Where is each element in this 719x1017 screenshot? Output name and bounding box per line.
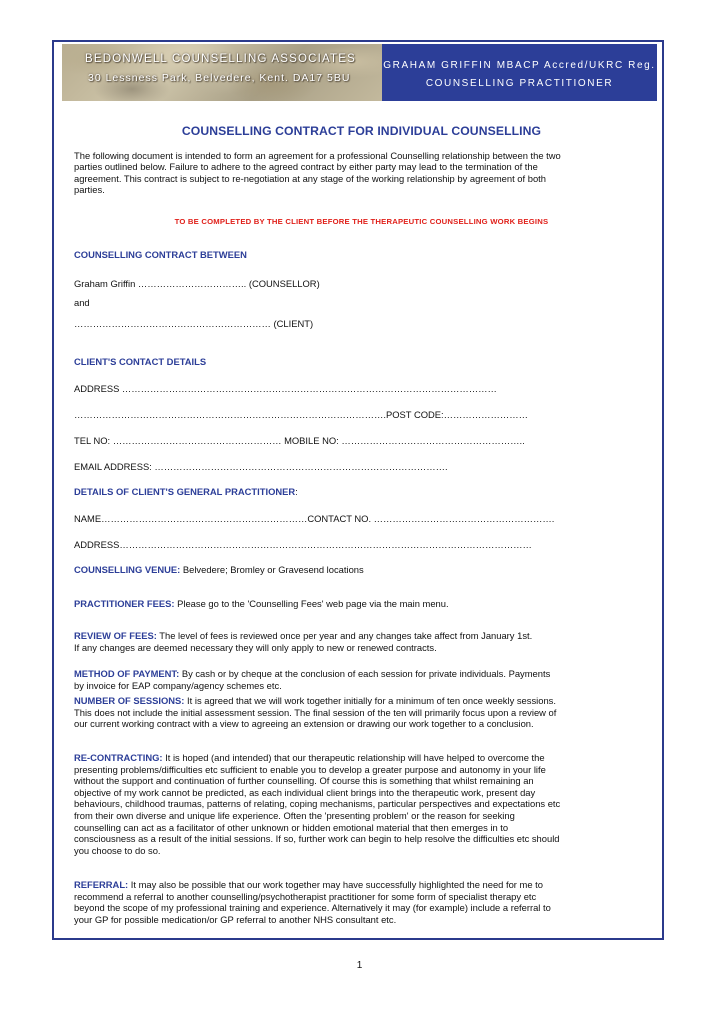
payment-text: by invoice for EAP company/agency schemes etc.	[74, 679, 282, 691]
review-fees-paragraph	[74, 630, 649, 653]
intro-line: parties outlined below. Failure to adhere to the agreed contract by either party may lead to the termination of the	[74, 161, 538, 173]
sessions-text: This does not include the initial assessment session. The final session of the ten will primarily focus upon a review of	[74, 706, 557, 718]
fees-heading: PRACTITIONER FEES:	[74, 598, 175, 609]
intro-line: parties.	[74, 184, 105, 196]
practice-address: 30 Lessness Park, Belvedere, Kent. DA17 5BU	[88, 72, 351, 84]
review-fees-text: If any changes are deemed necessary they will only apply to new or renewed contracts.	[74, 641, 437, 653]
recontracting-text: from their own diverse and unique life experience. Often the 'presenting problem' or the reason for seeking	[74, 809, 515, 821]
gp-address-field: ADDRESS……………………………………………………………………………………………………………………	[74, 539, 532, 550]
referral-text: beyond the scope of my professional training and experience. Alternatively it may (for example) include a referral to	[74, 902, 551, 914]
page-number: 1	[356, 960, 363, 971]
page-border	[52, 40, 664, 940]
address-field: ADDRESS …………………………………………………………………………………………………………	[74, 383, 497, 394]
and-text: and	[74, 297, 90, 308]
pebble-logo-panel	[62, 44, 382, 101]
sessions-text: our current working contract with a view to agreeing an extension or drawing our work together to a conclusion.	[74, 718, 534, 730]
venue-heading: COUNSELLING VENUE:	[74, 564, 181, 575]
postcode-field: ……………………………………………………………………………………….POST CODE:………………………	[74, 409, 529, 420]
email-field: EMAIL ADDRESS: ………………………………………………………………………………….	[74, 461, 448, 472]
venue-text: Belvedere; Bromley or Gravesend locations	[180, 564, 364, 575]
practitioner-credentials: GRAHAM GRIFFIN MBACP Accred/UKRC Reg.	[383, 60, 656, 71]
letterhead-banner	[62, 44, 657, 101]
gp-heading-colon: :	[295, 486, 298, 497]
sessions-text: It is agreed that we will work together initially for a minimum of ten once weekly sessions.	[184, 695, 556, 706]
fees-row	[74, 598, 649, 610]
recontracting-text: without the support and continuation of further counselling. Of course this is something that whilst remaining an	[74, 775, 534, 787]
recontracting-text: objective of my work cannot be predicted, as each individual client brings into the therapeutic work, present day	[74, 786, 536, 798]
referral-text: your GP for possible medication/or GP referral to another NHS consultant etc.	[74, 913, 397, 925]
contact-details-heading: CLIENT'S CONTACT DETAILS	[74, 356, 207, 367]
gp-details-heading: DETAILS OF CLIENT'S GENERAL PRACTITIONER	[74, 486, 296, 497]
recontracting-text: presenting problems/difficulties etc sufficient to enable you to develop a greater purpose and autonomy in your life	[74, 763, 546, 775]
recontracting-text: consciousness as a result of the initial sessions. If so, further work can begin to help resolve the difficulties etc should	[74, 833, 560, 845]
recontracting-text: counselling can act as a facilitator of other unknown or hidden emotional material that then emerges in to	[74, 821, 509, 833]
referral-text: recommend a referral to another counselling/psychotherapist practitioner for some form of specialist therapy etc	[74, 890, 537, 902]
recontracting-text: behaviours, childhood traumas, patterns of relating, coping mechanisms, particular perspectives and expectations etc	[74, 798, 561, 810]
recontracting-paragraph	[74, 752, 649, 856]
client-field: ……………………………………………………… (CLIENT)	[74, 318, 314, 329]
recontracting-text: It is hoped (and intended) that our therapeutic relationship will have helped to overcome the	[162, 752, 545, 763]
practitioner-panel	[382, 44, 657, 101]
intro-paragraph	[74, 150, 649, 196]
practitioner-role: COUNSELLING PRACTITIONER	[425, 78, 614, 89]
referral-text: It may also be possible that our work together may have successfully highlighted the need for me to	[128, 879, 543, 890]
referral-heading: REFERRAL:	[74, 879, 129, 890]
review-fees-heading: REVIEW OF FEES:	[74, 630, 157, 641]
document-body	[74, 124, 649, 925]
sessions-heading: NUMBER OF SESSIONS:	[74, 695, 185, 706]
review-fees-text: The level of fees is reviewed once per year and any changes take affect from January 1st.	[156, 630, 533, 641]
recontracting-text: you choose to do so.	[74, 844, 161, 856]
intro-line: The following document is intended to form an agreement for a professional Counselling relationship between the two	[74, 149, 561, 161]
venue-row	[74, 564, 649, 576]
phone-fields: TEL NO: ……………………………………………… MOBILE NO: …………………………………………………..	[74, 435, 525, 446]
payment-text: By cash or by cheque at the conclusion of each session for private individuals. Payments	[179, 668, 551, 679]
payment-paragraph	[74, 668, 649, 691]
contract-between-heading: COUNSELLING CONTRACT BETWEEN	[74, 249, 247, 260]
gp-details-heading-row	[74, 486, 649, 498]
document-title: COUNSELLING CONTRACT FOR INDIVIDUAL COUNSELLING	[181, 124, 542, 138]
referral-paragraph	[74, 879, 649, 925]
counsellor-field: Graham Griffin …………………………….. (COUNSELLOR)	[74, 278, 320, 289]
sessions-paragraph	[74, 695, 649, 730]
practice-name: BEDONWELL COUNSELLING ASSOCIATES	[85, 53, 357, 65]
client-notice: TO BE COMPLETED BY THE CLIENT BEFORE THE THERAPEUTIC COUNSELLING WORK BEGINS	[174, 217, 549, 226]
intro-line: agreement. This contract is subject to re-negotiation at any stage of the working relationship by agreement of both	[74, 172, 546, 184]
fees-text: Please go to the 'Counselling Fees' web page via the main menu.	[174, 598, 449, 609]
recontracting-heading: RE-CONTRACTING:	[74, 752, 163, 763]
gp-name-field: NAME…………………………………………………………CONTACT NO. ………………………………………………….	[74, 513, 555, 524]
payment-heading: METHOD OF PAYMENT:	[74, 668, 180, 679]
